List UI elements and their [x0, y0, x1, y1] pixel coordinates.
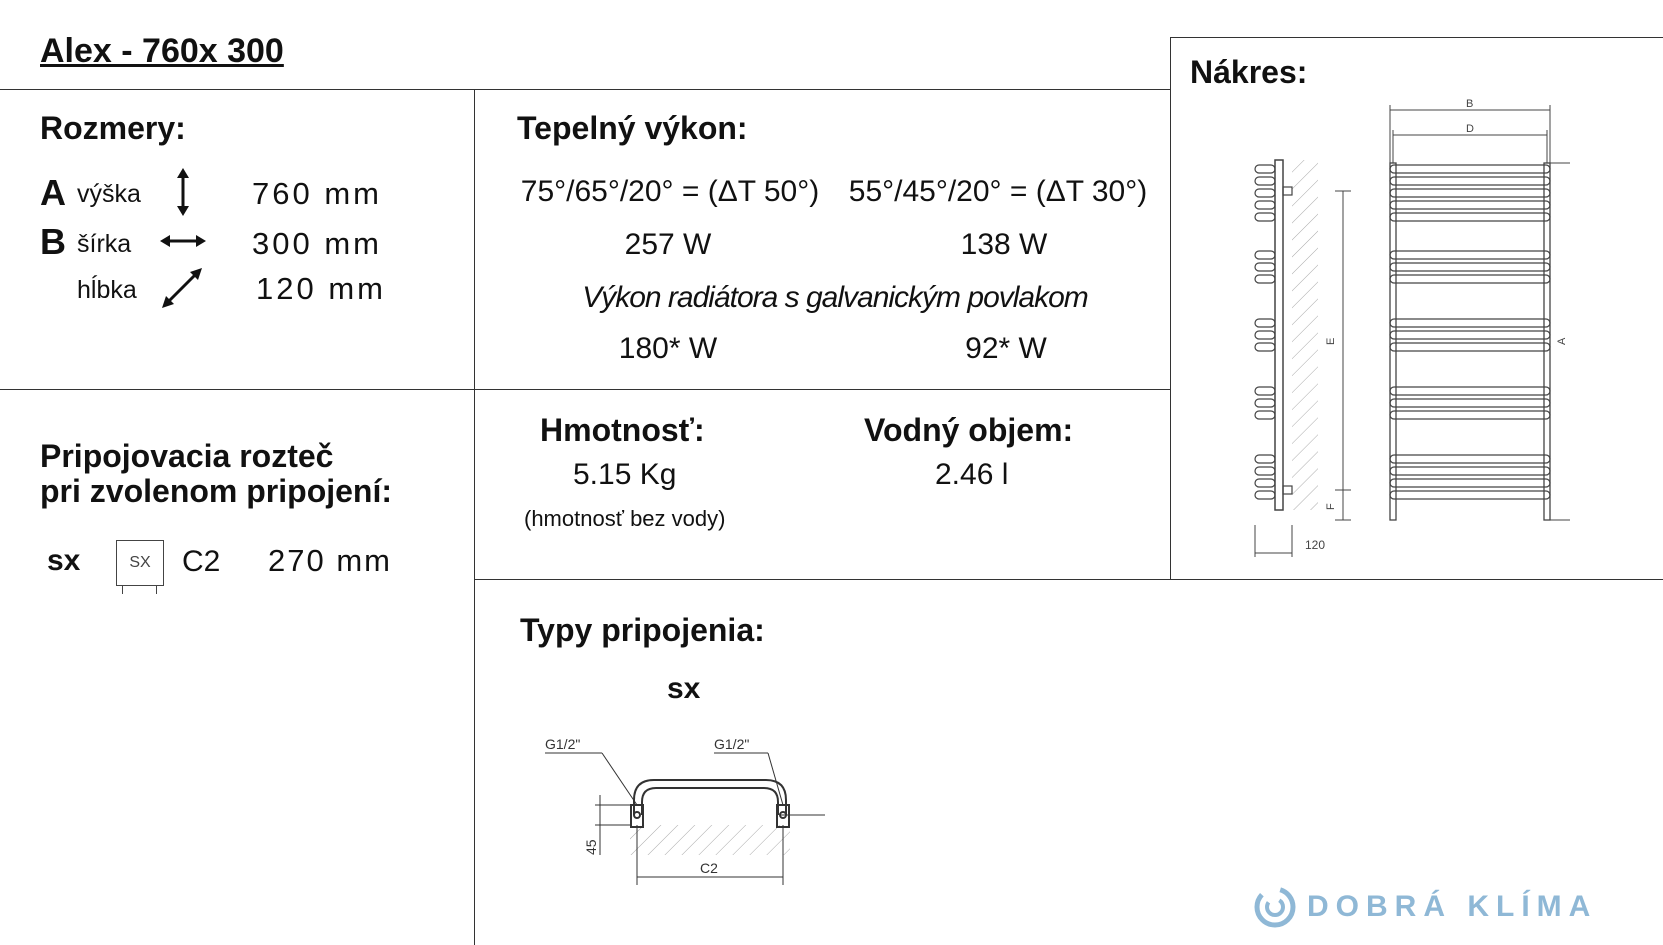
thermal-condition-1: 75°/65°/20° = (ΔT 50°) [520, 175, 820, 208]
middle-row-rule [0, 389, 1170, 390]
drawing-label-depth: 120 [1305, 538, 1326, 552]
brand-name: DOBRÁ KLÍMA [1307, 890, 1598, 923]
connection-height-label: 45 [583, 839, 599, 855]
galvanic-note: Výkon radiátora s galvanickým povlakom [582, 281, 1088, 314]
left-column-rule [474, 89, 475, 945]
brand-logo-icon [1253, 885, 1297, 929]
connection-spacing-label: C2 [700, 860, 718, 876]
dim-label-height: výška [77, 180, 141, 208]
connection-spacing-value: 270 mm [268, 543, 392, 578]
dim-letter-a: A [40, 172, 66, 213]
drawing-top-rule [1170, 37, 1663, 38]
vertical-arrow-icon [172, 168, 194, 216]
connection-spacing-heading-2: pri zvolenom pripojení: [40, 473, 393, 509]
connection-types-heading: Typy pripojenia: [520, 612, 765, 648]
drawing-label-e: E [1325, 337, 1337, 345]
dim-label-width: šírka [77, 230, 132, 258]
volume-heading: Vodný objem: [864, 412, 1074, 448]
connection-types-type: sx [667, 672, 701, 705]
weight-value: 5.15 Kg [573, 458, 677, 491]
thermal-condition-2: 55°/45°/20° = (ΔT 30°) [848, 175, 1148, 208]
drawing-label-d: D [1466, 123, 1474, 135]
connection-thread-left: G1/2" [545, 736, 581, 752]
page-title: Alex - 760x 300 [40, 32, 284, 70]
drawing-label-f: F [1325, 503, 1337, 510]
sx-connection-diagram [540, 725, 840, 895]
thermal-output-1: 257 W [624, 228, 712, 261]
dim-value-height: 760 mm [252, 176, 382, 211]
radiator-technical-drawing [1250, 95, 1570, 570]
weight-note: (hmotnosť bez vody) [524, 506, 726, 531]
sx-icon-leg-right [156, 586, 157, 594]
thermal-heading: Tepelný výkon: [517, 110, 748, 146]
volume-value: 2.46 l [935, 458, 1009, 491]
dimensions-heading: Rozmery: [40, 110, 186, 146]
horizontal-arrow-icon [160, 230, 206, 252]
connection-spacing-type: sx [47, 544, 81, 577]
drawing-left-rule [1170, 37, 1171, 579]
connection-spacing-heading-1: Pripojovacia rozteč [40, 438, 334, 474]
dim-value-width: 300 mm [252, 226, 382, 261]
diagonal-arrow-icon [162, 268, 202, 308]
dim-value-depth: 120 mm [256, 271, 386, 306]
dim-letter-b: B [40, 221, 66, 262]
sx-connection-icon [116, 540, 164, 586]
connection-spacing-dim-label: C2 [182, 545, 221, 578]
drawing-heading: Nákres: [1190, 54, 1308, 90]
sx-icon-leg-left [122, 586, 123, 594]
drawing-label-a: A [1556, 337, 1568, 345]
title-underline-rule [0, 89, 1170, 90]
galvanic-output-1: 180* W [618, 332, 718, 365]
thermal-output-2: 138 W [960, 228, 1048, 261]
drawing-label-b: B [1466, 98, 1474, 110]
lower-row-rule [474, 579, 1663, 580]
dim-label-depth: hĺbka [77, 276, 137, 304]
galvanic-output-2: 92* W [965, 332, 1047, 365]
weight-heading: Hmotnosť: [540, 412, 705, 448]
sx-connection-icon-label: SX [129, 554, 151, 571]
connection-thread-right: G1/2" [714, 736, 750, 752]
